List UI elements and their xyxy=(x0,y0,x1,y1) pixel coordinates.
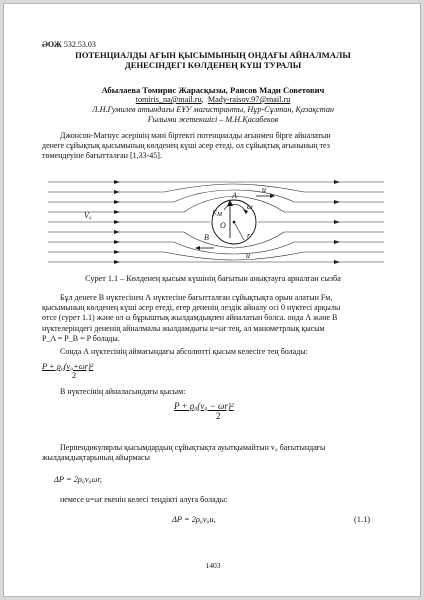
udk-code: ӘОЖ 532.53.03 xyxy=(42,40,96,49)
label-r: r xyxy=(247,231,251,240)
authors: Абылаева Томирис Жарасқызы, Раисов Мади Советович xyxy=(101,85,325,95)
paper-title-line2: ДЕНЕСІНДЕГІ КӨЛДЕНЕҢ КҮШ ТУРАЛЫ xyxy=(124,60,302,70)
intro-paragraph: Джонсон-Магнус әсерінің мәні біртекті потенциалды ағынмен бірге айналатын денеге сұйықтық қысымының көлденең күші әсер етеді, ол сұйықтық ағынының тез төмендеуіне бағытталған [1,33-45]. xyxy=(42,131,331,161)
affiliation-line2: Ғылыми жетекшісі – М.Н.Қасабеков xyxy=(147,115,279,124)
arrow-head xyxy=(334,260,340,264)
document-page xyxy=(3,3,421,597)
figure-caption: Сурет 1.1 – Көлденең қысым күшінің бағытын анықтауға арналған сызба xyxy=(85,274,341,283)
label-omega: ω xyxy=(247,202,253,211)
arrow-head xyxy=(114,250,120,254)
arrow-head xyxy=(334,180,340,184)
formula-delta-p-1: ΔP = 2ρ₀v₀ωr, xyxy=(54,475,102,484)
formula-pressure-b: P + ρ₀(v₀ − ωr)² 2 xyxy=(174,401,234,421)
affiliation-line1: Л.Н.Гумилев атындағы ЕҰУ магистранты, Нұр-Сұлтан, Қазақстан xyxy=(92,105,334,114)
formula-pressure-a: P + ρ₀(v₀+ωr)² 2 xyxy=(42,362,94,380)
arrow-head xyxy=(114,210,120,214)
arrow-head xyxy=(114,220,120,224)
formula-delta-p-2: ΔP = 2ρ₀v₀u, xyxy=(172,515,216,524)
arrow-head xyxy=(114,180,120,184)
email-link-2[interactable]: Mady-raisov.97@mail.ru xyxy=(207,95,291,104)
label-u-top: u xyxy=(262,185,266,194)
arrow-head xyxy=(114,190,120,194)
label-b: B xyxy=(204,233,209,242)
label-o: O xyxy=(220,221,226,230)
equation-number: (1.1) xyxy=(354,515,371,524)
paragraph-difference: Перпендикулярлы қысымдардың сұйықтықта ауытқымайтын v₀ бағытындағы жылдамдықтарының айырмасы xyxy=(42,443,326,463)
paragraph-pressure-b: В нүктесінің айналасындағы қысым: xyxy=(60,387,186,396)
paragraph-pressure-a: Сонда А нүктесінің аймағындағы абсолютті қысым келесіге тең болады: xyxy=(60,347,308,356)
paper-title-line1: ПОТЕНЦИАЛДЫ АҒЫН ҚЫСЫМЫНЫҢ ОНДАҒЫ АЙНАЛМАЛЫ xyxy=(75,50,351,60)
page-number: 1403 xyxy=(205,561,221,570)
arrow-head xyxy=(114,200,120,204)
label-u-bottom: u xyxy=(246,251,250,260)
velocity-arrow-bottom-head xyxy=(195,246,200,250)
flow-figure xyxy=(34,176,398,268)
arrow-head xyxy=(114,240,120,244)
arrow-head xyxy=(334,220,340,224)
arrow-head xyxy=(334,200,340,204)
arrow-head xyxy=(114,260,120,264)
emails: tomiris_na@mail.ru, Mady-raisov.97@mail.ru xyxy=(135,95,291,104)
label-fm: Fм xyxy=(212,209,222,218)
paragraph-equality: немесе u=ωr екенін келесі теңдікті алуға болады: xyxy=(60,495,228,504)
label-a: A xyxy=(232,191,237,200)
center-point xyxy=(233,221,236,224)
email-link-1[interactable]: tomiris_na@mail.ru xyxy=(135,95,202,104)
arrow-head xyxy=(114,230,120,234)
label-v0: V₀ xyxy=(84,211,92,220)
paragraph-force: Бұл денеге В нүктесінен А нүктесіне бағытталған сұйықтықта орын алатын Fм, қысымының көлденең күші әсер етеді, егер дененің лездік айналу осі 0 нүктесі арқылы өтсе (сурет 1.1) және ол ω бұрыштық жылдамдықпен айналатын болса. онда А және В нүктелеріндегі дененің айналмалы жылдамдығы u=ωr тең, ал манометрлық қысым P_A = P_B = P болады. xyxy=(42,293,341,343)
arrow-head xyxy=(334,240,340,244)
